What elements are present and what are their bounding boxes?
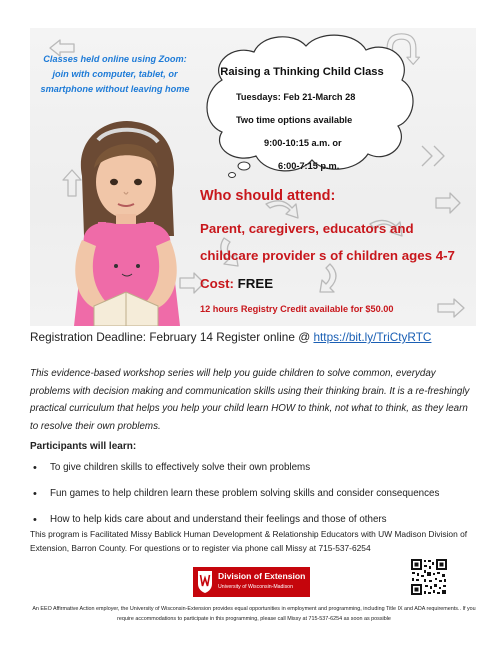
learn-heading: Participants will learn:: [30, 441, 137, 452]
logo-title: Division of Extension: [218, 571, 306, 581]
eeo-footer: An EEO Affirmative Action employer, the University of Wisconsin-Extension provides equal opportunities in employment and programming, including Title IX and ADA requirements.. If you require accommodations to participate in this programming, please call Missy at 715-537-6254 as soon as possible: [32, 606, 476, 622]
curved-arrow-icon: [320, 264, 336, 292]
class-time-options: Two time options available: [236, 115, 353, 125]
attend-heading: Who should attend:: [200, 188, 336, 204]
facilitator-info: This program is Facilitated Missy Bablick Human Development & Relationship Educators with UW Madison Division of Extension, Barron County. For questions or to register via phone call Missy at 715-537-6254: [30, 529, 468, 553]
class-dates: Tuesdays: Feb 21-March 28: [236, 92, 356, 102]
class-title: Raising a Thinking Child Class: [220, 66, 384, 78]
list-item: • To give children skills to effectively solve their own problems: [30, 462, 478, 474]
child-reading-photo: [54, 116, 204, 326]
registration-text: Registration Deadline: February 14 Register online @: [30, 330, 314, 344]
logo-subtitle: University of Wisconsin-Madison: [218, 584, 293, 590]
attend-line-1: Parent, caregivers, educators and: [200, 221, 414, 236]
arrow-icon: [438, 299, 464, 317]
cost-value: FREE: [237, 276, 274, 291]
cost-line: [200, 276, 273, 291]
registration-line: [30, 330, 431, 344]
hero-banner: [30, 28, 476, 326]
qr-code[interactable]: [410, 558, 448, 596]
attend-line-2: childcare provider s of children ages 4-7: [200, 248, 455, 263]
online-class-note: Classes held online using Zoom: join with computer, tablet, or smartphone without leaving home: [40, 54, 190, 94]
uw-crest-icon: [197, 570, 213, 594]
registry-credit: 12 hours Registry Credit available for $50.00: [200, 304, 394, 314]
list-item: • How to help kids care about and understand their feelings and those of others: [30, 514, 478, 526]
list-item: • Fun games to help children learn these problem solving skills and consider consequences: [30, 488, 478, 500]
arrow-icon: [436, 193, 460, 213]
class-time-morning: 9:00-10:15 a.m. or: [264, 138, 342, 148]
registration-link[interactable]: https://bit.ly/TriCtyRTC: [313, 330, 432, 344]
thought-cloud: [196, 30, 420, 180]
cost-label: Cost:: [200, 276, 238, 291]
extension-logo: [193, 567, 310, 597]
class-time-evening: 6:00-7:15 p.m.: [278, 161, 340, 171]
workshop-description: This evidence-based workshop series will help you guide children to solve common, everyday problems with decision making and communication skills using their thinking brain. It is a re-freshingly practical curriculum that helps you help your child learn HOW to think, not what to think, as they learn to resolve their own problems.: [30, 368, 470, 432]
double-chevron-icon: [422, 146, 444, 166]
